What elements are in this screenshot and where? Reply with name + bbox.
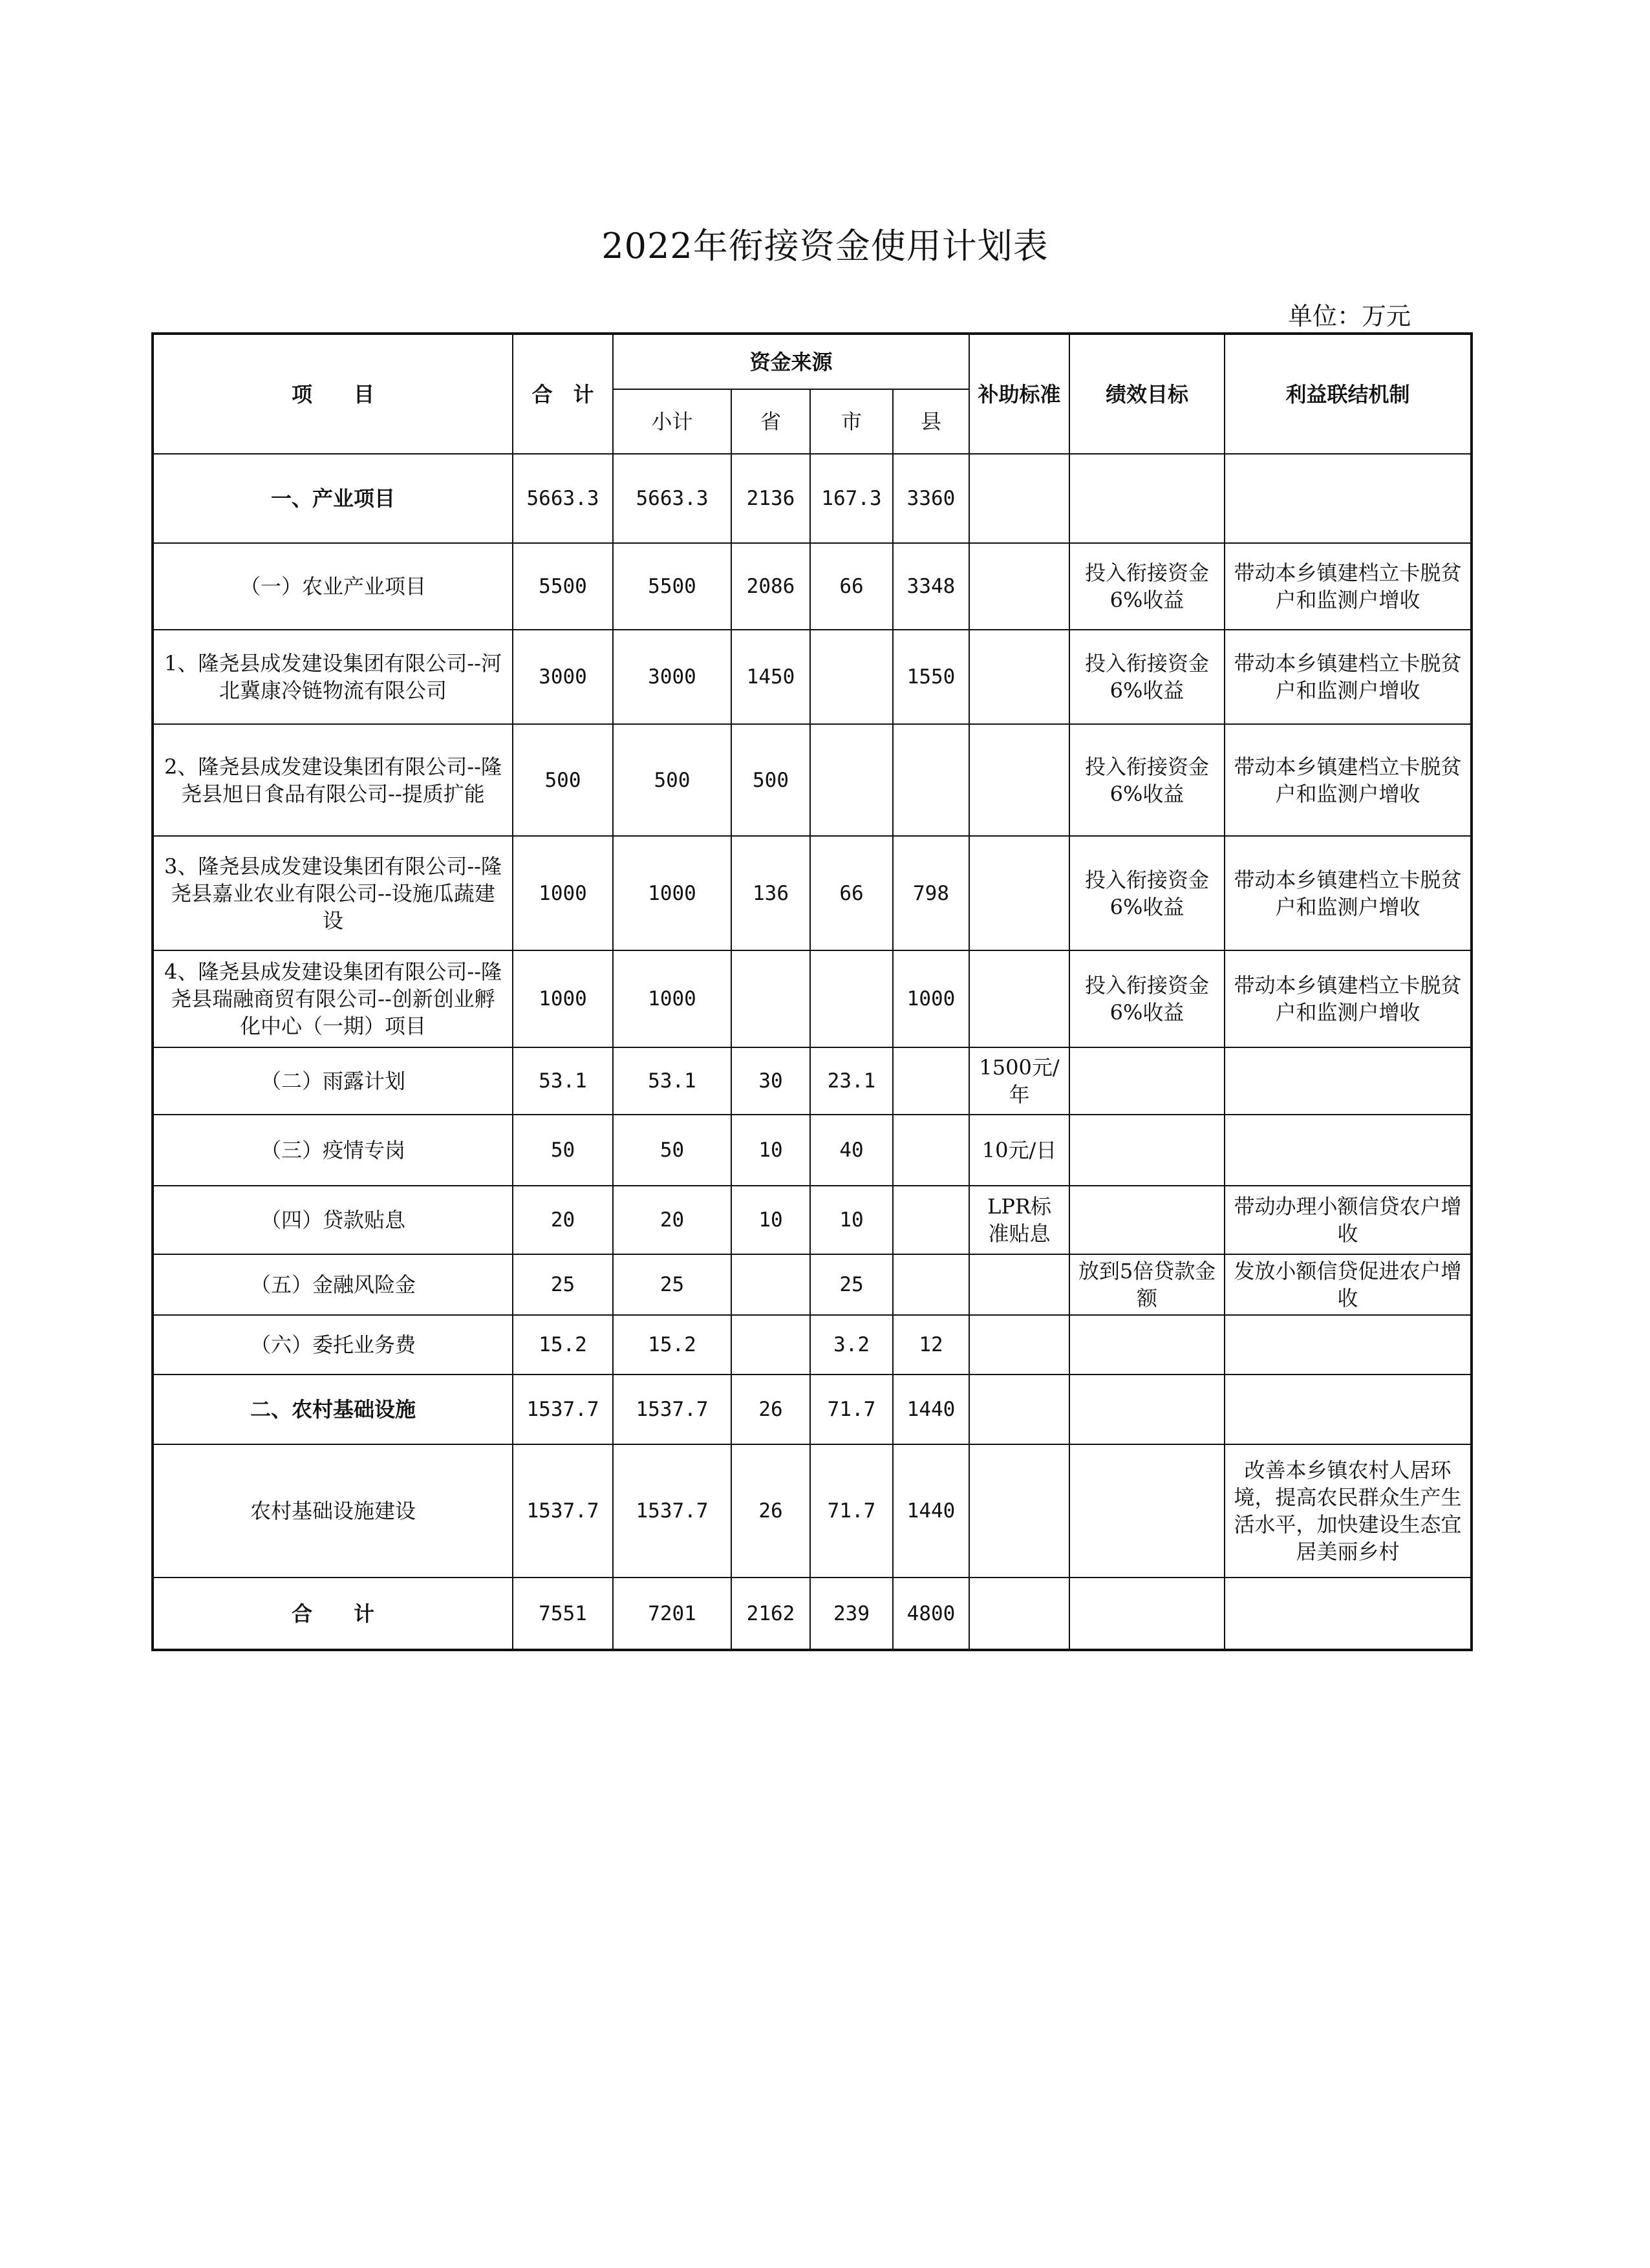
row-county: 1550 [893,630,969,724]
row-city: 239 [810,1578,893,1650]
row-project: 3、隆尧县成发建设集团有限公司--隆尧县嘉业农业有限公司--设施瓜蔬建设 [153,836,513,950]
row-county: 3348 [893,543,969,630]
row-subtotal: 500 [613,724,731,836]
row-county: 3360 [893,454,969,543]
row-total: 5500 [513,543,613,630]
row-mechanism: 改善本乡镇农村人居环境，提高农民群众生产生活水平，加快建设生态宜居美丽乡村 [1225,1444,1472,1578]
row-city: 66 [810,836,893,950]
row-subtotal: 1000 [613,836,731,950]
row-project: 1、隆尧县成发建设集团有限公司--河北冀康冷链物流有限公司 [153,630,513,724]
row-county: 798 [893,836,969,950]
row-province [731,1254,810,1315]
table-row [153,543,1472,630]
row-city: 71.7 [810,1444,893,1578]
row-project: 二、农村基础设施 [153,1375,513,1444]
row-subsidy [969,1375,1069,1444]
header-province: 省 [731,389,810,454]
row-mechanism: 带动本乡镇建档立卡脱贫户和监测户增收 [1225,630,1472,724]
table-row [153,1047,1472,1115]
table-row [153,1578,1472,1650]
row-total: 7551 [513,1578,613,1650]
row-county: 1440 [893,1375,969,1444]
row-target: 放到5倍贷款金额 [1069,1254,1225,1315]
table-row [153,1186,1472,1254]
row-province: 500 [731,724,810,836]
row-subsidy [969,454,1069,543]
row-project: 合 计 [153,1578,513,1650]
row-subtotal: 1537.7 [613,1444,731,1578]
row-subsidy [969,1578,1069,1650]
row-target: 投入衔接资金6%收益 [1069,950,1225,1047]
row-province: 2086 [731,543,810,630]
row-subsidy [969,543,1069,630]
row-target [1069,1444,1225,1578]
header-county: 县 [893,389,969,454]
row-subtotal: 5663.3 [613,454,731,543]
row-target [1069,1315,1225,1375]
row-province: 2136 [731,454,810,543]
header-city: 市 [810,389,893,454]
row-target [1069,1375,1225,1444]
row-subsidy [969,950,1069,1047]
row-total: 25 [513,1254,613,1315]
row-target: 投入衔接资金6%收益 [1069,836,1225,950]
row-city: 23.1 [810,1047,893,1115]
row-project: 2、隆尧县成发建设集团有限公司--隆尧县旭日食品有限公司--提质扩能 [153,724,513,836]
row-county [893,724,969,836]
row-subtotal: 3000 [613,630,731,724]
row-mechanism [1225,1047,1472,1115]
row-province: 30 [731,1047,810,1115]
row-subtotal: 25 [613,1254,731,1315]
row-target [1069,1186,1225,1254]
row-subtotal: 1537.7 [613,1375,731,1444]
row-mechanism [1225,1315,1472,1375]
row-mechanism [1225,454,1472,543]
row-subsidy [969,724,1069,836]
row-total: 1000 [513,836,613,950]
table-row [153,836,1472,950]
row-county [893,1115,969,1186]
row-target [1069,1115,1225,1186]
row-total: 3000 [513,630,613,724]
row-total: 500 [513,724,613,836]
row-subsidy [969,836,1069,950]
row-total: 20 [513,1186,613,1254]
row-county: 12 [893,1315,969,1375]
row-county: 1000 [893,950,969,1047]
row-subsidy [969,630,1069,724]
row-mechanism: 带动本乡镇建档立卡脱贫户和监测户增收 [1225,836,1472,950]
table-row [153,454,1472,543]
table-header [153,334,1472,454]
header-total: 合 计 [513,334,613,454]
table-row [153,1444,1472,1578]
row-subsidy: 1500元/年 [969,1047,1069,1115]
row-target [1069,454,1225,543]
header-subsidy: 补助标准 [969,334,1069,454]
row-province: 1450 [731,630,810,724]
row-mechanism: 带动办理小额信贷农户增收 [1225,1186,1472,1254]
row-mechanism [1225,1578,1472,1650]
table-row [153,950,1472,1047]
unit-label: 单位：万元 [1287,302,1411,330]
row-mechanism [1225,1375,1472,1444]
row-subtotal: 1000 [613,950,731,1047]
row-project: （三）疫情专岗 [153,1115,513,1186]
row-province: 10 [731,1186,810,1254]
row-total: 50 [513,1115,613,1186]
table-row [153,630,1472,724]
table-body [153,454,1472,1650]
row-city: 66 [810,543,893,630]
row-province: 10 [731,1115,810,1186]
row-city [810,630,893,724]
row-city: 71.7 [810,1375,893,1444]
row-city: 40 [810,1115,893,1186]
row-subtotal: 15.2 [613,1315,731,1375]
row-province [731,950,810,1047]
header-target: 绩效目标 [1069,334,1225,454]
table-row [153,1315,1472,1375]
row-mechanism [1225,1115,1472,1186]
row-county [893,1254,969,1315]
row-province: 26 [731,1375,810,1444]
row-city: 167.3 [810,454,893,543]
row-project: 农村基础设施建设 [153,1444,513,1578]
header-subtotal: 小计 [613,389,731,454]
page-title: 2022年衔接资金使用计划表 [601,226,1049,266]
row-total: 15.2 [513,1315,613,1375]
row-city: 10 [810,1186,893,1254]
row-province [731,1315,810,1375]
row-province: 2162 [731,1578,810,1650]
table-row [153,724,1472,836]
row-subsidy: 10元/日 [969,1115,1069,1186]
row-county [893,1047,969,1115]
row-project: （二）雨露计划 [153,1047,513,1115]
table-row [153,1254,1472,1315]
row-subsidy: LPR标准贴息 [969,1186,1069,1254]
row-project: （一）农业产业项目 [153,543,513,630]
row-target [1069,1047,1225,1115]
row-subsidy [969,1444,1069,1578]
row-total: 1537.7 [513,1375,613,1444]
row-subtotal: 7201 [613,1578,731,1650]
row-subsidy [969,1315,1069,1375]
row-mechanism: 带动本乡镇建档立卡脱贫户和监测户增收 [1225,543,1472,630]
row-county [893,1186,969,1254]
row-total: 1000 [513,950,613,1047]
row-city: 25 [810,1254,893,1315]
header-funding-source: 资金来源 [613,334,969,389]
row-province: 26 [731,1444,810,1578]
header-mechanism: 利益联结机制 [1225,334,1472,454]
row-mechanism: 带动本乡镇建档立卡脱贫户和监测户增收 [1225,950,1472,1047]
row-subtotal: 53.1 [613,1047,731,1115]
row-project: 一、产业项目 [153,454,513,543]
row-subtotal: 20 [613,1186,731,1254]
row-county: 4800 [893,1578,969,1650]
row-mechanism: 带动本乡镇建档立卡脱贫户和监测户增收 [1225,724,1472,836]
row-subsidy [969,1254,1069,1315]
row-province: 136 [731,836,810,950]
row-project: （四）贷款贴息 [153,1186,513,1254]
row-target: 投入衔接资金6%收益 [1069,543,1225,630]
table-row [153,1115,1472,1186]
row-city: 3.2 [810,1315,893,1375]
row-total: 53.1 [513,1047,613,1115]
row-subtotal: 50 [613,1115,731,1186]
row-total: 5663.3 [513,454,613,543]
row-subtotal: 5500 [613,543,731,630]
row-city [810,950,893,1047]
row-county: 1440 [893,1444,969,1578]
row-project: （五）金融风险金 [153,1254,513,1315]
row-city [810,724,893,836]
row-project: 4、隆尧县成发建设集团有限公司--隆尧县瑞融商贸有限公司--创新创业孵化中心（一期）项目 [153,950,513,1047]
row-project: （六）委托业务费 [153,1315,513,1375]
row-mechanism: 发放小额信贷促进农户增收 [1225,1254,1472,1315]
header-project: 项 目 [153,334,513,454]
funding-plan-table [151,332,1473,1651]
row-total: 1537.7 [513,1444,613,1578]
row-target: 投入衔接资金6%收益 [1069,630,1225,724]
row-target: 投入衔接资金6%收益 [1069,724,1225,836]
table-row [153,1375,1472,1444]
row-target [1069,1578,1225,1650]
